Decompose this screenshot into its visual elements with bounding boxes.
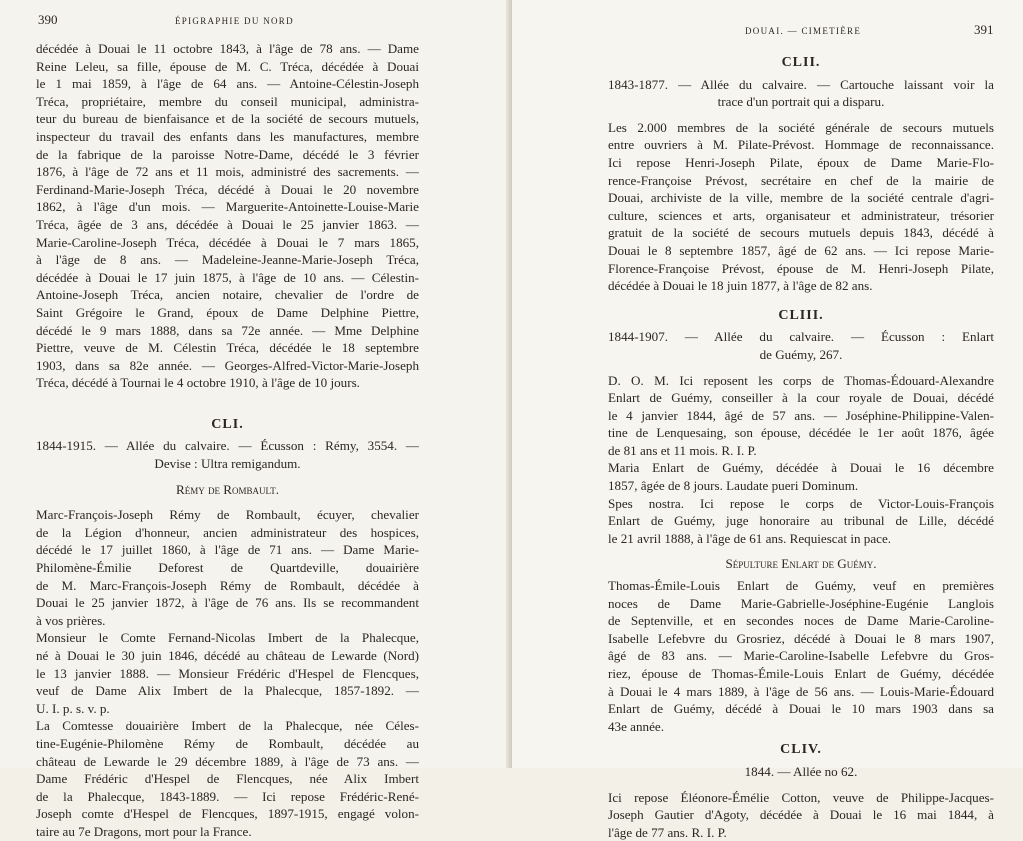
text-line: Ici repose Henri-Joseph Pilate, époux de Dame Marie-Flo- (608, 154, 994, 170)
text-line: Marc-François-Joseph Rémy de Rombault, écuyer, chevalier (36, 507, 419, 523)
text-line: de la Phalecque, 1843-1889. — Ici repose Frédéric-René- (36, 788, 419, 804)
text-line: La Comtesse douairière Imbert de la Phalecque, née Céles- (36, 718, 419, 734)
text-line: à l'âge de 8 ans. — Madeleine-Jeanne-Marie-Joseph Tréca, (36, 252, 419, 268)
text-line: taire au 7e Dragons, mort pour la France. (36, 823, 252, 839)
text-line: le 4 janvier 1844, âgé de 57 ans. — Joséphine-Philippine-Valen- (608, 407, 994, 423)
entry-line: 1844-1915. — Allée du calvaire. — Écusson : Rémy, 3554. — (36, 438, 419, 454)
right-running-head: DOUAI. — CIMETIÈRE (745, 26, 862, 36)
text-line: gratuit de la société de secours mutuels depuis 1843, décédé à (608, 225, 994, 241)
spacer (36, 498, 419, 506)
right-page-number: 391 (974, 22, 994, 37)
text-line: Enlart de Guémy, conseiller à la cour royale de Douai, décédé (608, 390, 994, 406)
text-line: né à Douai le 30 juin 1846, décédé au château de Lewarde (Nord) (36, 648, 419, 663)
text-line: Enlart de Guémy, juge honoraire au tribunal de Lille, décédé (608, 513, 994, 529)
left-page-number: 390 (38, 12, 58, 27)
text-line: Ici repose Éléonore-Émélie Cotton, veuve de Philippe-Jacques- (608, 789, 994, 805)
text-line: tine de Lenquesaing, son épouse, décédée le 1er août 1876, âgée (608, 425, 994, 441)
text-line: Douai le 25 janvier 1872, à l'âge de 76 ans. Ils se recommandent (36, 595, 419, 611)
text-line: Joseph comte d'Hespel de Flencques, 1897-1915, engagé volon- (36, 806, 419, 822)
text-line: 1857, âgée de 8 jours. Laudate pueri Dominum. (608, 478, 859, 494)
text-line: le 13 janvier 1888. — Monsieur Frédéric d'Hespel de Flencques, (36, 665, 419, 681)
text-line: Douai, archiviste de la ville, membre de la société centrale d'agri- (608, 190, 994, 206)
text-line: teur du bureau de bienfaisance et de la société de secours mutuels, (36, 111, 419, 127)
entry-line: 1844-1907. — Allée du calvaire. — Écusson : Enlart (608, 329, 994, 345)
text-line: âgé de 83 ans. — Marie-Caroline-Isabelle Lefebvre du Gros- (608, 648, 994, 664)
text-line: riez, épouse de Thomas-Émile-Louis Enlart de Guémy, décédée (608, 666, 994, 681)
text-line: Tréca, décédé à Tournai le 4 octobre 1910, à l'âge de 10 jours. (36, 375, 360, 391)
text-line: noces de Dame Marie-Gabrielle-Joséphine-Eugénie Langlois (608, 595, 994, 611)
text-line: Isabelle Lefebvre du Grosriez, décédé à Douai le 8 mars 1907, (608, 630, 994, 646)
text-line: Monsieur le Comte Fernand-Nicolas Imbert de la Phalecque, (36, 630, 419, 646)
text-line: le 21 avril 1888, à l'âge de 61 ans. Requiescat in pace. (608, 530, 892, 546)
text-line: de la fabrique de la paroisse Notre-Dame, décédé le 3 février (36, 146, 419, 162)
left-page (0, 0, 512, 839)
entry-line: 1844. — Allée no 62. (744, 763, 858, 779)
text-line: Philomène-Émilie Deforest de Quartdeville, douairière (36, 560, 419, 576)
section-heading-clii: CLII. (781, 55, 821, 70)
text-line: à Douai le 4 mars 1889, à l'âge de 56 ans. — Louis-Marie-Édouard (608, 683, 994, 699)
text-line: veuf de Dame Alix Imbert de la Phalecque, 1857-1892. — (36, 683, 419, 699)
text-line: Antoine-Joseph Tréca, ancien notaire, chevalier de l'ordre de (36, 287, 419, 303)
text-line: le 1 mai 1859, à l'âge de 64 ans. — Antoine-Célestin-Joseph (36, 76, 419, 92)
spacer (608, 781, 994, 789)
text-line: Les 2.000 membres de la société générale de secours mutuels (608, 119, 994, 135)
left-text-block (36, 40, 419, 841)
text-line: U. I. p. s. v. p. (36, 700, 110, 716)
text-line: tine-Eugénie-Philomène Rémy de Rombault, décédée au (36, 735, 419, 751)
text-line: 1862, à l'âge d'un mois. — Marguerite-Antoinette-Louise-Marie (36, 199, 419, 215)
right-page (512, 0, 1023, 840)
text-line: décédée à Douai le 11 octobre 1843, à l'âge de 78 ans. — Dame (36, 41, 419, 56)
text-line: entre ouvriers à M. Pilate-Prévost. Hommage de reconnaissance. (608, 137, 994, 153)
text-line: Tréca, âgée de 3 ans, décédée à Douai le 25 janvier 1863. — (36, 216, 419, 232)
text-line: Marie-Caroline-Joseph Tréca, décédée à Douai le 7 mars 1865, (36, 234, 419, 250)
text-line: Saint Grégoire le Grand, époux de Dame Delphine Piettre, (36, 304, 419, 320)
text-line: Reine Leleu, sa fille, épouse de M. C. Tréca, décédée à Douai (36, 58, 419, 74)
spacer (608, 364, 994, 372)
text-line: Maria Enlart de Guémy, décédée à Douai le 16 décembre (608, 460, 994, 476)
text-line: Enlart de Guémy, décédé à Douai le 10 mars 1903 dans sa (608, 701, 994, 717)
section-heading-cliii: CLIII. (778, 307, 824, 323)
sub-heading-remy-de-rombault: Rémy de Rombault. (176, 481, 279, 497)
text-line: rence-Françoise Prévost, secrétaire en chef de la mairie de (608, 172, 994, 188)
spacer (36, 473, 419, 481)
section-heading-cli: CLI. (211, 416, 244, 432)
text-line: décédé le 9 mars 1888, dans sa 72e année. — Mme Delphine (36, 322, 419, 338)
text-line: 1903, dans sa 82e année. — Georges-Alfred-Victor-Marie-Joseph (36, 357, 419, 373)
section-heading-cliv: CLIV. (780, 742, 822, 758)
text-line: culture, sciences et arts, organisateur et administrateur, trésorier (608, 207, 994, 223)
text-line: décédé le 17 juillet 1860, à l'âge de 71 ans. — Dame Marie- (36, 542, 419, 558)
text-line: de Septenville, et en secondes noces de Dame Marie-Caroline- (608, 613, 994, 629)
entry-line: Devise : Ultra remigandum. (154, 456, 301, 472)
text-line: Spes nostra. Ici repose le corps de Victor-Louis-François (608, 495, 994, 511)
text-line: Tréca, propriétaire, membre du conseil municipal, administra- (36, 93, 419, 109)
text-line: Thomas-Émile-Louis Enlart de Guémy, veuf en premières (608, 578, 994, 594)
text-line: de la Légion d'honneur, ancien administrateur des hospices, (36, 524, 419, 540)
text-line: château de Lewarde le 29 décembre 1889, à l'âge de 73 ans. — (36, 753, 419, 769)
text-line: Douai le 8 septembre 1857, âgé de 62 ans. — Ici repose Marie- (608, 242, 994, 258)
entry-line: trace d'un portrait qui a disparu. (717, 94, 885, 110)
text-line: 1876, à l'âge de 72 ans et 11 mois, administré des sacrements. — (36, 164, 419, 180)
text-line: l'âge de 77 ans. R. I. P. (608, 824, 727, 840)
text-line: Ferdinand-Marie-Joseph Tréca, décédé à Douai le 20 novembre (36, 181, 419, 197)
spacer (608, 547, 994, 555)
sub-heading-sepulture: Sépulture Enlart de Guémy. (725, 556, 877, 572)
text-line: Florence-Françoise Prévost, épouse de M. Henri-Joseph Pilate, (608, 260, 994, 276)
text-line: 43e année. (608, 718, 664, 734)
text-line: de 81 ans et 11 mois. R. I. P. (608, 442, 757, 458)
left-running-head: ÉPIGRAPHIE DU NORD (175, 16, 294, 26)
right-text-block (608, 48, 994, 841)
text-line: décédée à Douai le 17 juin 1875, à l'âge de 10 ans. — Célestin- (36, 269, 419, 285)
text-line: à vos prières. (36, 612, 106, 628)
text-line: de M. Marc-François-Joseph Rémy de Rombault, décédée à (36, 577, 419, 593)
entry-line: de Guémy, 267. (759, 346, 843, 362)
text-line: D. O. M. Ici reposent les corps de Thomas-Édouard-Alexandre (608, 372, 994, 388)
text-line: Piettre, veuve de M. Célestin Tréca, décédée le 18 septembre (36, 340, 419, 356)
text-line: décédée à Douai le 18 juin 1877, à l'âge de 82 ans. (608, 278, 873, 294)
spacer (608, 111, 994, 119)
text-line: Dame Frédéric d'Hespel de Flencques, née Alix Imbert (36, 771, 419, 787)
text-line: Joseph Gautier d'Agoty, décédée à Douai le 16 mai 1844, à (608, 807, 994, 823)
entry-line: 1843-1877. — Allée du calvaire. — Cartouche laissant voir la (608, 76, 994, 92)
text-line: inspecteur du travail des enfants dans les manufactures, membre (36, 128, 419, 144)
